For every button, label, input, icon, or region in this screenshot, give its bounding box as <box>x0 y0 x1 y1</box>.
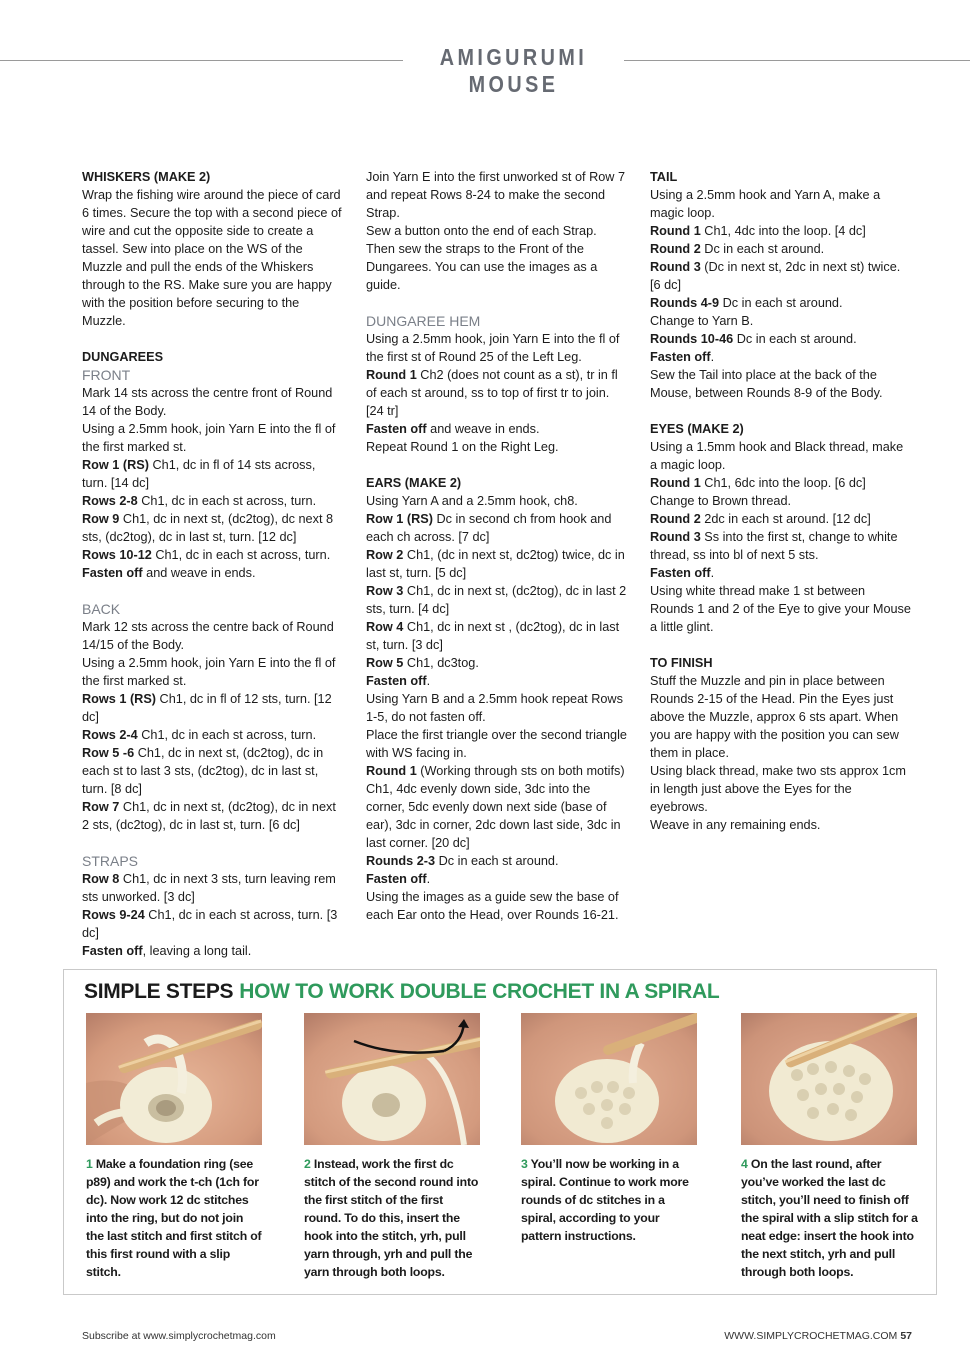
tail-fasten-off: Fasten off. <box>650 350 715 364</box>
pattern-column-3 <box>650 168 912 834</box>
tail-round-1: Round 1 Ch1, 4dc into the loop. [4 dc] <box>650 224 866 238</box>
footer-subscribe: Subscribe at www.simplycrochetmag.com <box>82 1330 276 1342</box>
finish-weave: Weave in any remaining ends. <box>650 818 821 832</box>
simple-steps-subtitle: HOW TO WORK DOUBLE CROCHET IN A SPIRAL <box>239 980 720 1003</box>
ears-row-2: Row 2 Ch1, (dc in next st, dc2tog) twice, dc in last st, turn. [5 dc] <box>366 548 625 580</box>
ears-round-1: Round 1 (Working through sts on both motifs) Ch1, 4dc evenly down side, 3dc into the corner, 5dc evenly down next side (base of ear), 3dc in corner, 2dc down last side, 3dc in last corner. [20 dc] <box>366 764 625 850</box>
hem-intro: Using a 2.5mm hook, join Yarn E into the fl of the first st of Round 25 of the Left Leg. <box>366 332 620 364</box>
tail-sew: Sew the Tail into place at the back of the Mouse, between Rounds 8-9 of the Body. <box>650 368 883 400</box>
eyes-round-1: Round 1 Ch1, 6dc into the loop. [6 dc] <box>650 476 866 490</box>
front-rows-2-8: Rows 2-8 Ch1, dc in each st across, turn. <box>82 494 317 508</box>
ears-fasten-off-1: Fasten off. <box>366 674 431 688</box>
front-intro: Mark 14 sts across the centre front of Round 14 of the Body. <box>82 386 333 418</box>
front-fasten-off: Fasten off and weave in ends. <box>82 566 256 580</box>
front-join: Using a 2.5mm hook, join Yarn E into the fl of the first marked st. <box>82 422 336 454</box>
whiskers-heading: WHISKERS (MAKE 2) <box>82 170 211 184</box>
straps-fasten-off: Fasten off, leaving a long tail. <box>82 944 252 958</box>
ears-fasten-off-2: Fasten off. <box>366 872 431 886</box>
hem-round-1: Round 1 Ch2 (does not count as a st), tr in fl of each st around, ss to top of first tr to join. [24 tr] <box>366 368 618 418</box>
strap-button: Sew a button onto the end of each Strap. Then sew the straps to the Front of the Dungarees. You can use the images as a guide. <box>366 224 598 292</box>
finish-brows: Using black thread, make two sts approx 1cm in length just above the Eyes for the eyebrows. <box>650 764 906 814</box>
finish-stuff: Stuff the Muzzle and pin in place between Rounds 2-15 of the Head. Pin the Eyes just above the Muzzle, approx 6 sts apart. When you are happy with the position you can sew them in place. <box>650 674 899 760</box>
ears-row-1: Row 1 (RS) Dc in second ch from hook and each ch across. [7 dc] <box>366 512 612 544</box>
step-1-photo <box>86 1013 262 1145</box>
ears-row-4: Row 4 Ch1, dc in next st , (dc2tog), dc in last st, turn. [3 dc] <box>366 620 620 652</box>
tail-heading: TAIL <box>650 170 678 184</box>
tail-round-2: Round 2 Dc in each st around. <box>650 242 825 256</box>
simple-steps-label: SIMPLE STEPS <box>84 980 234 1003</box>
step-3-number: 3 <box>521 1157 528 1171</box>
step-4-text: 4 On the last round, after you’ve worked the last dc stitch, you’ll need to finish off the spiral with a slip stitch for a neat edge: insert the hook into the next stitch, yrh and pull through both loops. <box>741 1157 918 1279</box>
eyes-round-2: Round 2 2dc in each st around. [12 dc] <box>650 512 871 526</box>
back-rows-5-6: Row 5 -6 Ch1, dc in next st, (dc2tog), dc in each st to last 3 sts, (dc2tog), dc in last st, turn. [8 dc] <box>82 746 324 796</box>
step-4-photo <box>741 1013 917 1145</box>
ears-row-5: Row 5 Ch1, dc3tog. <box>366 656 479 670</box>
whiskers-text: Wrap the fishing wire around the piece of card 6 times. Secure the top with a second piece of wire and cut the opposite side to create a tassel. Sew into place on the WS of the Muzzle and pull the ends of the Whiskers through to the RS. Make sure you are happy with the position before securing to the Muzzle. <box>82 188 342 328</box>
hem-heading: DUNGAREE HEM <box>366 313 481 329</box>
back-row-7: Row 7 Ch1, dc in next st, (dc2tog), dc in next 2 sts, (dc2tog), dc in last st, turn. [6 dc] <box>82 800 336 832</box>
front-row-1: Row 1 (RS) Ch1, dc in fl of 14 sts across, turn. [14 dc] <box>82 458 316 490</box>
step-2-number: 2 <box>304 1157 311 1171</box>
simple-steps-box <box>63 969 937 1295</box>
dungarees-heading: DUNGAREES <box>82 350 164 364</box>
header-rule-right <box>624 60 970 61</box>
eyes-fasten-off: Fasten off. <box>650 566 715 580</box>
eyes-glint: Using white thread make 1 st between Rounds 1 and 2 of the Eye to give your Mouse a little glint. <box>650 584 911 634</box>
back-row-1: Rows 1 (RS) Ch1, dc in fl of 12 sts, turn. [12 dc] <box>82 692 332 724</box>
ears-intro: Using Yarn A and a 2.5mm hook, ch8. <box>366 494 578 508</box>
ears-row-3: Row 3 Ch1, dc in next st, (dc2tog), dc in last 2 sts, turn. [4 dc] <box>366 584 627 616</box>
eyes-change: Change to Brown thread. <box>650 494 792 508</box>
step-3-text: 3 You’ll now be working in a spiral. Continue to work more rounds of dc stitches in a spiral, according to your pattern instructions. <box>521 1157 689 1243</box>
step-1-text: 1 Make a foundation ring (see p89) and work the t-ch (1ch for dc). Now work 12 dc stitches into the ring, but do not join the last stitch and first stitch of this first round with a slip stitch. <box>86 1157 262 1279</box>
tail-round-3: Round 3 (Dc in next st, 2dc in next st) twice. [6 dc] <box>650 260 901 292</box>
tail-rounds-10-46: Rounds 10-46 Dc in each st around. <box>650 332 857 346</box>
tail-change: Change to Yarn B. <box>650 314 754 328</box>
hem-repeat: Repeat Round 1 on the Right Leg. <box>366 440 559 454</box>
back-heading: BACK <box>82 601 121 617</box>
pattern-column-1 <box>82 168 344 960</box>
simple-steps-title <box>84 980 719 1004</box>
ears-yarn-b: Using Yarn B and a 2.5mm hook repeat Rows 1-5, do not fasten off. <box>366 692 623 724</box>
tail-intro: Using a 2.5mm hook and Yarn A, make a magic loop. <box>650 188 881 220</box>
back-intro: Mark 12 sts across the centre back of Round 14/15 of the Body. <box>82 620 334 652</box>
ears-rounds-2-3: Rounds 2-3 Dc in each st around. <box>366 854 559 868</box>
eyes-intro: Using a 1.5mm hook and Black thread, make a magic loop. <box>650 440 904 472</box>
step-4-number: 4 <box>741 1157 748 1171</box>
ears-heading: EARS (MAKE 2) <box>366 476 462 490</box>
straps-rows-9-24: Rows 9-24 Ch1, dc in each st across, turn. [3 dc] <box>82 908 338 940</box>
straps-row-8: Row 8 Ch1, dc in next 3 sts, turn leaving rem sts unworked. [3 dc] <box>82 872 336 904</box>
front-rows-10-12: Rows 10-12 Ch1, dc in each st across, turn. <box>82 548 331 562</box>
pattern-column-2 <box>366 168 628 924</box>
page-header-title: AMIGURUMI MOUSE <box>439 44 588 97</box>
step-1-number: 1 <box>86 1157 93 1171</box>
back-rows-2-4: Rows 2-4 Ch1, dc in each st across, turn. <box>82 728 317 742</box>
back-join: Using a 2.5mm hook, join Yarn E into the fl of the first marked st. <box>82 656 336 688</box>
eyes-round-3: Round 3 Ss into the first st, change to white thread, ss into bl of next 5 sts. <box>650 530 898 562</box>
ears-place: Place the first triangle over the second triangle with WS facing in. <box>366 728 627 760</box>
ears-sew: Using the images as a guide sew the base of each Ear onto the Head, over Rounds 16-21. <box>366 890 619 922</box>
hem-fasten-off: Fasten off and weave in ends. <box>366 422 540 436</box>
step-2-photo <box>304 1013 480 1145</box>
header-rule-left <box>0 60 403 61</box>
step-3-photo <box>521 1013 697 1145</box>
strap-join: Join Yarn E into the first unworked st of Row 7 and repeat Rows 8-24 to make the second Strap. <box>366 170 626 220</box>
tail-rounds-4-9: Rounds 4-9 Dc in each st around. <box>650 296 843 310</box>
step-2-text: 2 Instead, work the first dc stitch of the second round into the first stitch of the first round. To do this, insert the hook into the stitch, yrh, pull yarn through, yrh and pull the yarn through both loops. <box>304 1157 479 1279</box>
straps-heading: STRAPS <box>82 853 139 869</box>
finish-heading: TO FINISH <box>650 656 713 670</box>
front-heading: FRONT <box>82 367 131 383</box>
footer-site: WWW.SIMPLYCROCHETMAG.COM 57 <box>724 1330 912 1342</box>
page-number: 57 <box>900 1330 912 1342</box>
eyes-heading: EYES (MAKE 2) <box>650 422 744 436</box>
front-row-9: Row 9 Ch1, dc in next st, (dc2tog), dc next 8 sts, (dc2tog), dc in last st, turn. [12 dc] <box>82 512 334 544</box>
